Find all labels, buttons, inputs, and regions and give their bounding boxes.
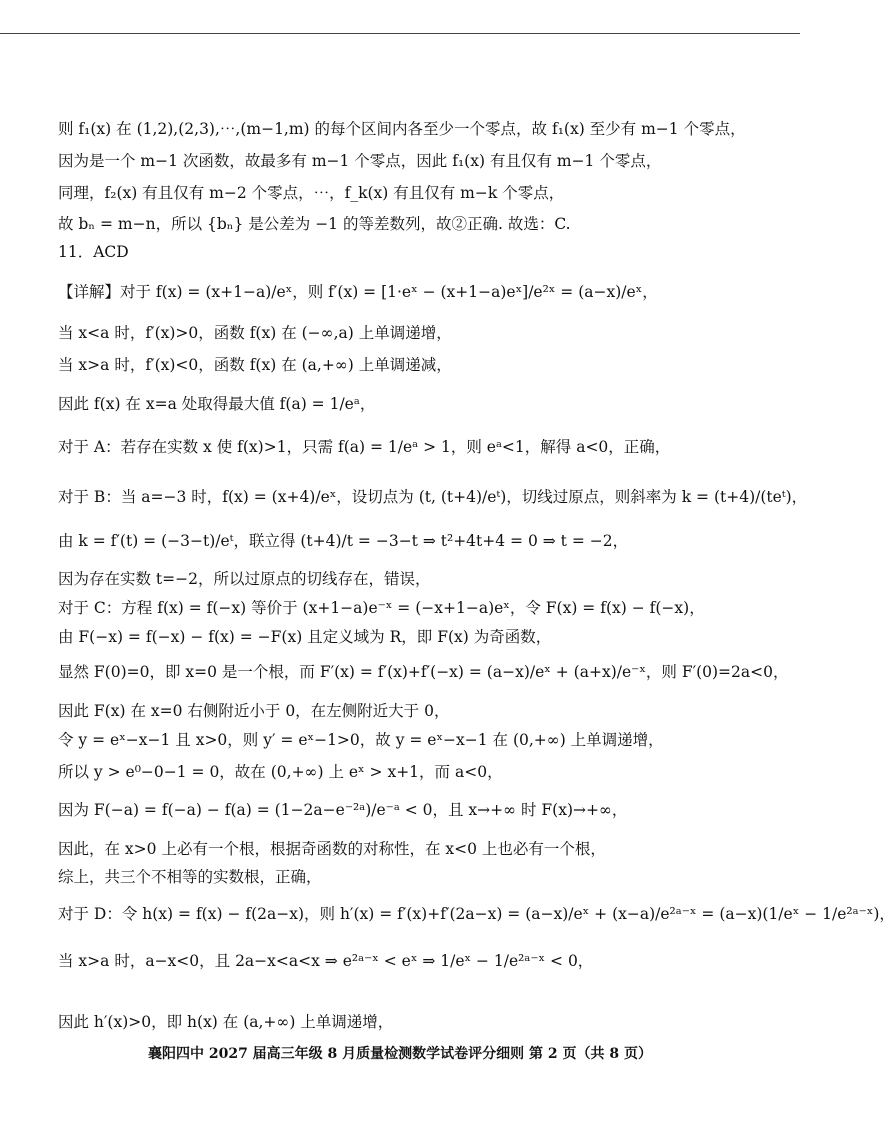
text-line: 由 k = f′(t) = (−3−t)/eᵗ，联立得 (t+4)/t = −3−t ⇒ t²+4t+4 = 0 ⇒ t = −2， [58,532,629,550]
text-line: 所以 y > e⁰−0−1 = 0，故在 (0,+∞) 上 eˣ > x+1，而 a<0， [58,763,503,781]
text-line: 显然 F(0)=0，即 x=0 是一个根，而 F′(x) = f′(x)+f′(−x) = (a−x)/eˣ + (a+x)/e⁻ˣ，则 F′(0)=2a<0， [58,663,789,681]
text-line: 则 f₁(x) 在 (1,2),(2,3),⋯,(m−1,m) 的每个区间内各至少一个零点，故 f₁(x) 至少有 m−1 个零点， [58,120,746,138]
text-line: 对于 B：当 a=−3 时，f(x) = (x+4)/eˣ，设切点为 (t, (t+4)/eᵗ)，切线过原点，则斜率为 k = (t+4)/(teᵗ)， [58,488,808,506]
text-line: 当 x>a 时，f′(x)<0，函数 f(x) 在 (a,+∞) 上单调递减， [58,356,452,374]
page-footer: 襄阳四中 2027 届高三年级 8 月质量检测数学试卷评分细则 第 2 页（共 8 页） [147,1046,653,1062]
text-line: 当 x>a 时，a−x<0，且 2a−x<a<x ⇒ e²ᵃ⁻ˣ < eˣ ⇒ 1/eˣ − 1/e²ᵃ⁻ˣ < 0， [58,952,594,970]
text-line: 同理，f₂(x) 有且仅有 m−2 个零点，⋯，f_k(x) 有且仅有 m−k 个零点， [58,184,565,202]
text-line: 因为存在实数 t=−2，所以过原点的切线存在，错误， [58,570,431,588]
text-line: 因此 f(x) 在 x=a 处取得最大值 f(a) = 1/eᵃ， [58,395,376,413]
text-line: 当 x<a 时，f′(x)>0，函数 f(x) 在 (−∞,a) 上单调递增， [58,324,452,342]
top-rule [0,33,800,34]
text-line: 因此，在 x>0 上必有一个根，根据奇函数的对称性，在 x<0 上也必有一个根， [58,840,606,858]
text-line: 由 F(−x) = f(−x) − f(x) = −F(x) 且定义域为 R，即 F(x) 为奇函数， [58,628,552,646]
text-line: 对于 A：若存在实数 x 使 f(x)>1，只需 f(a) = 1/eᵃ > 1，则 eᵃ<1，解得 a<0，正确， [58,438,671,456]
text-line: 综上，共三个不相等的实数根，正确， [58,868,322,886]
text-line: 对于 C：方程 f(x) = f(−x) 等价于 (x+1−a)e⁻ˣ = (−x+1−a)eˣ，令 F(x) = f(x) − f(−x)， [58,599,705,617]
text-line: 因为是一个 m−1 次函数，故最多有 m−1 个零点，因此 f₁(x) 有且仅有 m−1 个零点， [58,152,662,170]
text-line: 对于 D：令 h(x) = f(x) − f(2a−x)，则 h′(x) = f′(x)+f′(2a−x) = (a−x)/eˣ + (x−a)/e²ᵃ⁻ˣ = (a−x)(1/eˣ − 1/e²ᵃ⁻ˣ)， [58,905,895,923]
question-number: 11．ACD [58,243,129,261]
text-line: 令 y = eˣ−x−1 且 x>0，则 y′ = eˣ−1>0，故 y = eˣ−x−1 在 (0,+∞) 上单调递增， [58,731,664,749]
text-line: 因为 F(−a) = f(−a) − f(a) = (1−2a−e⁻²ᵃ)/e⁻ᵃ < 0，且 x→+∞ 时 F(x)→+∞， [58,801,628,819]
text-line: 故 bₙ = m−n，所以 {bₙ} 是公差为 −1 的等差数列，故②正确. 故选：C. [58,215,571,233]
text-line: 因此 F(x) 在 x=0 右侧附近小于 0，在左侧附近大于 0， [58,702,450,720]
text-line: 【详解】对于 f(x) = (x+1−a)/eˣ，则 f′(x) = [1·eˣ − (x+1−a)eˣ]/e²ˣ = (a−x)/eˣ， [58,283,658,301]
text-line: 因此 h′(x)>0，即 h(x) 在 (a,+∞) 上单调递增， [58,1013,394,1031]
